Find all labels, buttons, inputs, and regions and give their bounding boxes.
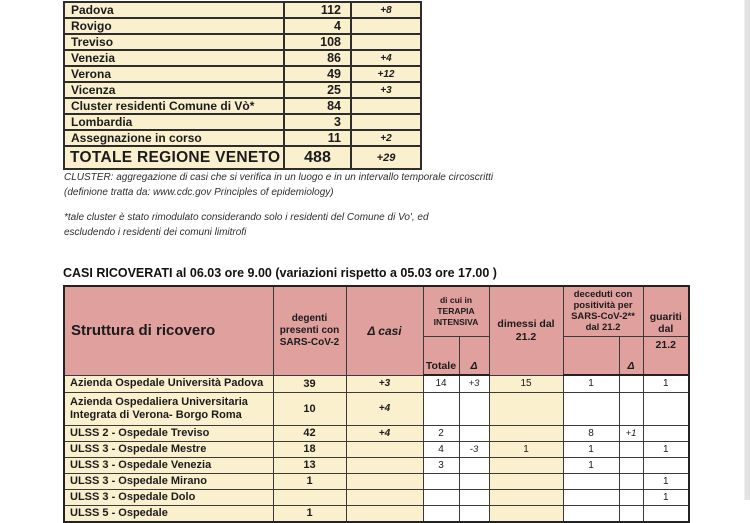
hospital-ti-totale: 2 (423, 425, 459, 441)
hospital-delta-casi: +3 (346, 375, 423, 392)
hospital-dimessi (489, 425, 563, 441)
province-row (64, 34, 421, 50)
hospital-deceduti: 8 (563, 425, 619, 441)
province-cases: 25 (284, 82, 351, 98)
province-delta: +2 (351, 130, 421, 146)
hospital-deceduti-delta: +1 (619, 425, 643, 441)
hospital-delta-casi (346, 473, 423, 489)
total-label: TOTALE REGIONE VENETO (64, 146, 284, 169)
province-delta (351, 114, 421, 130)
hospital-degenti: 1 (273, 473, 346, 489)
hospital-row (64, 441, 689, 457)
total-row (64, 146, 421, 169)
hospital-deceduti-delta (619, 457, 643, 473)
province-delta: +8 (351, 2, 421, 18)
header-terapia-totale: Totale (423, 336, 459, 375)
province-delta: +4 (351, 50, 421, 66)
hospital-name: ULSS 2 - Ospedale Treviso (64, 425, 273, 441)
hospital-guariti (643, 392, 689, 425)
total-cases-value: 488 (284, 146, 351, 169)
province-cases: 3 (284, 114, 351, 130)
hospital-degenti: 10 (273, 392, 346, 425)
hospital-ti-totale: 4 (423, 441, 459, 457)
province-cases: 108 (284, 34, 351, 50)
hospital-name: ULSS 3 - Ospedale Mestre (64, 441, 273, 457)
province-name: Vicenza (64, 82, 284, 98)
cluster-note-line1: CLUSTER: aggregazione di casi che si verifica in un luogo e in un intervallo temporale circoscritti (64, 172, 494, 183)
hospital-deceduti-delta (619, 375, 643, 392)
hospital-ti-delta (459, 425, 489, 441)
hospital-name: Azienda Ospedaliera Universitaria Integrata di Verona- Borgo Roma (64, 392, 273, 425)
hospital-guariti: 1 (643, 473, 689, 489)
hospital-row (64, 375, 689, 392)
province-cases: 11 (284, 130, 351, 146)
hospital-guariti: 1 (643, 441, 689, 457)
hospital-delta-casi: +4 (346, 425, 423, 441)
header-deceduti-delta: Δ (619, 336, 643, 375)
hospital-row (64, 457, 689, 473)
hospital-ti-delta (459, 457, 489, 473)
hospital-deceduti-delta (619, 505, 643, 522)
hospital-row (64, 489, 689, 505)
header-dimessi: dimessi dal 21.2 (489, 286, 563, 375)
hospitalized-cases-table (63, 285, 690, 523)
header-terapia-intensiva: di cui in TERAPIA INTENSIVA (423, 286, 489, 336)
hospital-degenti: 42 (273, 425, 346, 441)
province-row (64, 98, 421, 114)
province-name: Rovigo (64, 18, 284, 34)
province-cases-table (63, 1, 422, 170)
province-name: Cluster residenti Comune di Vò* (64, 98, 284, 114)
hospital-deceduti: 1 (563, 457, 619, 473)
hospital-name: ULSS 3 - Ospedale Dolo (64, 489, 273, 505)
hospital-ti-totale (423, 473, 459, 489)
hospital-delta-casi (346, 441, 423, 457)
hospital-dimessi: 1 (489, 441, 563, 457)
page-edge-shadow (744, 0, 750, 500)
hospital-dimessi: 15 (489, 375, 563, 392)
hospital-degenti: 1 (273, 505, 346, 522)
province-name: Padova (64, 2, 284, 18)
hospital-deceduti (563, 392, 619, 425)
header-guariti-date: 21.2 (643, 336, 689, 375)
hospital-dimessi (489, 457, 563, 473)
hospital-ti-delta: +3 (459, 375, 489, 392)
header-deceduti: deceduti con positività per SARS-CoV-2** dal 21.2 (563, 286, 643, 336)
hospital-dimessi (489, 489, 563, 505)
province-row (64, 50, 421, 66)
province-row (64, 2, 421, 18)
province-cases: 49 (284, 66, 351, 82)
hospital-ti-delta (459, 473, 489, 489)
hospital-guariti: 1 (643, 489, 689, 505)
asterisk-note-line1: *tale cluster è stato rimodulato considerando solo i residenti del Comune di Vo', ed (64, 212, 429, 223)
province-name: Verona (64, 66, 284, 82)
header-deceduti-spacer (563, 336, 619, 375)
hospital-name: ULSS 3 - Ospedale Mirano (64, 473, 273, 489)
hospital-row (64, 425, 689, 441)
hospital-degenti: 13 (273, 457, 346, 473)
hospital-deceduti: 1 (563, 375, 619, 392)
hospital-ti-delta (459, 505, 489, 522)
hospital-deceduti (563, 505, 619, 522)
hospital-ti-totale (423, 505, 459, 522)
hospital-dimessi (489, 473, 563, 489)
hospital-row (64, 505, 689, 522)
section-heading: CASI RICOVERATI al 06.03 ore 9.00 (variazioni rispetto a 05.03 ore 17.00 ) (63, 266, 497, 280)
hospital-guariti (643, 425, 689, 441)
header-terapia-delta: Δ (459, 336, 489, 375)
hospital-deceduti-delta (619, 473, 643, 489)
province-delta: +3 (351, 82, 421, 98)
hospital-name: ULSS 3 - Ospedale Venezia (64, 457, 273, 473)
hospital-dimessi (489, 505, 563, 522)
hospital-delta-casi (346, 489, 423, 505)
cluster-asterisk-note (64, 210, 684, 240)
province-row (64, 130, 421, 146)
hospital-deceduti-delta (619, 441, 643, 457)
hospital-guariti (643, 505, 689, 522)
hospital-degenti: 39 (273, 375, 346, 392)
province-row (64, 18, 421, 34)
hospital-degenti: 18 (273, 441, 346, 457)
header-guariti: guariti dal (643, 286, 689, 336)
header-delta-casi: Δ casi (346, 286, 423, 375)
hospital-dimessi (489, 392, 563, 425)
hospital-ti-totale (423, 392, 459, 425)
province-name: Assegnazione in corso (64, 130, 284, 146)
asterisk-note-line2: escludendo i residenti dei comuni limitrofi (64, 227, 247, 238)
hospital-deceduti (563, 473, 619, 489)
province-cases: 112 (284, 2, 351, 18)
province-delta (351, 18, 421, 34)
header-degenti: degenti presenti con SARS-CoV-2 (273, 286, 346, 375)
total-delta-value: +29 (351, 146, 421, 169)
province-name: Lombardia (64, 114, 284, 130)
cluster-note-line2: (definione tratta da: www.cdc.gov Principles of epidemiology) (64, 187, 334, 198)
hospital-deceduti (563, 489, 619, 505)
hospital-deceduti-delta (619, 392, 643, 425)
hospital-row (64, 392, 689, 425)
province-cases: 84 (284, 98, 351, 114)
hospital-delta-casi: +4 (346, 392, 423, 425)
hospital-ti-totale (423, 489, 459, 505)
province-row (64, 82, 421, 98)
province-cases: 4 (284, 18, 351, 34)
hospital-ti-totale: 14 (423, 375, 459, 392)
province-name: Treviso (64, 34, 284, 50)
cluster-definition-note (64, 170, 684, 200)
province-cases: 86 (284, 50, 351, 66)
province-row (64, 114, 421, 130)
header-struttura: Struttura di ricovero (64, 286, 273, 375)
hospital-ti-totale: 3 (423, 457, 459, 473)
hospital-delta-casi (346, 457, 423, 473)
hospital-ti-delta (459, 392, 489, 425)
hospital-ti-delta: -3 (459, 441, 489, 457)
hospital-ti-delta (459, 489, 489, 505)
province-name: Venezia (64, 50, 284, 66)
hospital-guariti (643, 457, 689, 473)
hospital-delta-casi (346, 505, 423, 522)
province-delta (351, 98, 421, 114)
hospital-name: Azienda Ospedale Università Padova (64, 375, 273, 392)
hospital-name: ULSS 5 - Ospedale (64, 505, 273, 522)
hospital-degenti (273, 489, 346, 505)
hospital-deceduti-delta (619, 489, 643, 505)
hospital-deceduti: 1 (563, 441, 619, 457)
hospital-guariti: 1 (643, 375, 689, 392)
province-delta: +12 (351, 66, 421, 82)
province-row (64, 66, 421, 82)
province-delta (351, 34, 421, 50)
hospital-row (64, 473, 689, 489)
